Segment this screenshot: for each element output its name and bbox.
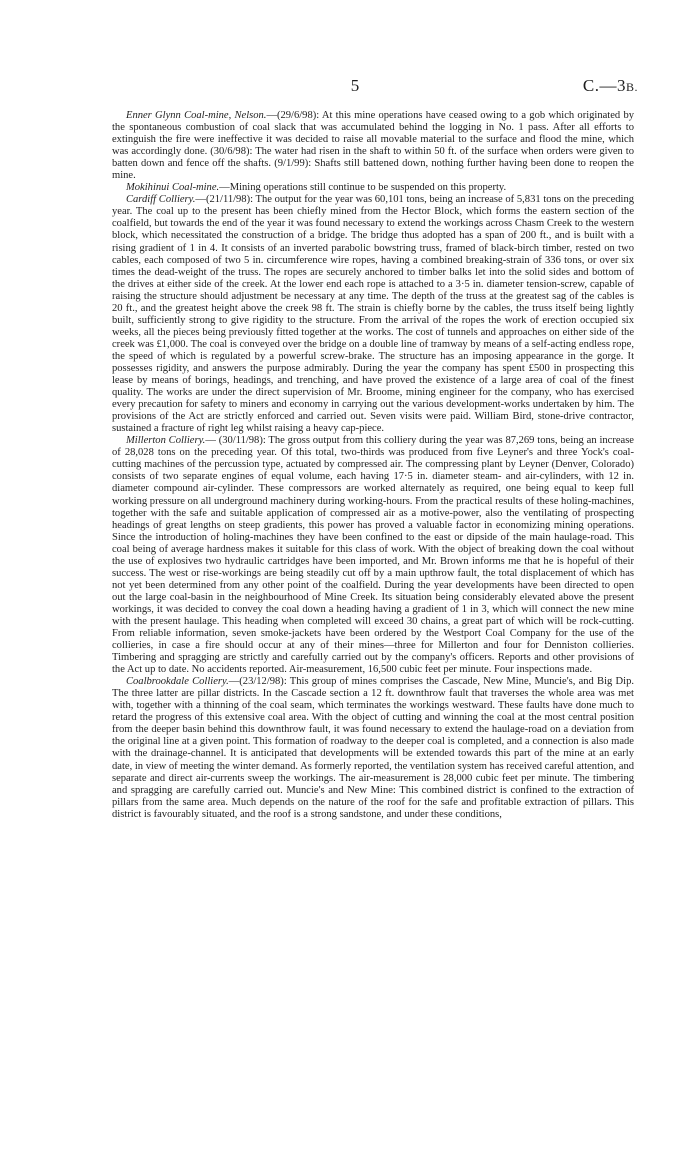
paragraph-text: — (30/11/98): The gross output from this colliery during the year was 87,269 tons, being an increase of 28,028 tons on the preceding year. Of this total, two-thirds was produced from five Leyner's and three Yock's coal-cutting machines of the percussion type, actuated by compressed air. The compressing plant by Leyner (Denver, Colorado) consists of two separate engines of equal volume, each having 17·5 in. diameter steam- and air-cylinders, with 12 in. diameter compound air-cylinder. These compressors are worked alternately as required, one being equal to keep full working pressure on all underground machinery during working-hours. From the practical results of these holing-machines, together with the safe and suitable application of compressed air as a motive-power, also the ventilating of prospecting headings of great lengths on steep gradients, this power has proved a valuable factor in economizing mining operations. Since the introduction of holing-machines they have been confined to the east or dipside of the main haulage-road. This coal being of average hardness makes it suitable for this class of work. With the object of breaking down the coal without the use of explosives two hydraulic cartridges have been imported, and Mr. Brown informs me that he is hopeful of their success. The west or rise-workings are being steadily cut off by a main upthrow fault, the total displacement of which has not yet been determined from any other point of the coalfield. During the year developments have been directed to open out the large coal-basin in the neighbourhood of Mine Creek. Its situation being considerably elevated above the present workings, it was decided to convey the coal down a heading having a gradient of 1 in 3, which will connect the new mine with the present haulage. This heading when completed will exceed 30 chains, a great part of which will be rock-cutting. From reliable information, seven smoke-jackets have been ordered by the Westport Coal Company for the use of the collieries, in case a fire should occur at any of their mines—three for Millerton and four for Denniston collieries. Timbering and spragging are strictly and carefully carried out by the company's officers. Reports and other provisions of the Act up to date. No accidents reported. Air-measurement, 16,500 cubic feet per minute. Four inspections made. — [112, 435, 634, 676]
mine-heading: Enner Glynn Coal-mine, Nelson. — [126, 110, 267, 121]
paragraph-enner-glynn — [112, 110, 634, 182]
paragraph-text: —Mining operations still continue to be suspended on this property. — [219, 182, 507, 194]
mine-heading: Mokihinui Coal-mine. — [126, 182, 220, 194]
paragraph-mokihinui — [112, 182, 634, 194]
page-number: 5 — [350, 76, 360, 95]
paragraph-text: —(29/6/98): At this mine operations have ceased owing to a gob which originated by the spontaneous combustion of coal slack that was accumulated behind the logging in No. 1 pass. After all efforts to extinguish the fire were ineffective it was decided to raise all movable material to the surface and flood the mine, which was accordingly done. (30/6/98): The water had risen in the shaft to within 50 ft. of the surface when orders were given to batten down and fence off the shafts. (9/1/99): Shafts still battened down, nothing further having been done to reopen the mine. — [112, 110, 634, 182]
paragraph-coalbrookdale — [112, 676, 634, 821]
paragraph-text: —(21/11/98): The output for the year was 60,101 tons, being an increase of 5,831 tons on the preceding year. The coal up to the present has been chiefly mined from the Hector Block, which forms the eastern section of the coalfield, but towards the end of the year it was found necessary to extend the workings across Chasm Creek to the western block, which necessitated the construction of a bridge. The bridge thus adopted has a span of 200 ft., and is built with a rising gradient of 1 in 4. It consists of an inverted parabolic bowstring truss, framed of black-birch timber, rested on two cables, each composed of two 5 in. circumference wire ropes, having a combined breaking-strain of 336 tons, or over six times the dead-weight of the truss. The ropes are securely anchored to timber balks let into the solid sides and bottom of the drives at either side of the creek. At the lower end each rope is attached to a 3·5 in. diameter tension-screw, capable of raising the structure should adjustment be necessary at any time. The depth of the truss at the greatest sag of the cables is 20 ft., and the greatest height above the creek 98 ft. The strain is chiefly borne by the cables, the truss itself being lightly built, sufficiently strong to give rigidity to the structure. From the arrival of the ropes the work of erection occupied six weeks, all the pieces being previously fitted together at the works. The cost of tunnels and approaches on either side of the creek was £1,000. The coal is conveyed over the bridge on a double line of tramway by means of a self-acting endless rope, the speed of which is regulated by a powerful screw-brake. The structure has an imposing appearance in the gorge. It possesses rigidity, and answers the purpose admirably. During the year the company has spent £500 in prospecting this lease by means of borings, headings, and trenching, and have proved the existence of a large area of coal of the finest quality. The works are under the direct supervision of Mr. Broome, mining engineer for the company, who has exercised every precaution for safety to miners and economy in carrying out the various development-works undertaken by him. The provisions of the Act are strictly enforced and carried out. Seven visits were paid. William Bird, stone-drive contractor, sustained a fracture of right leg whilst raising a heavy cap-piece. — [112, 194, 635, 435]
report-body — [112, 110, 634, 821]
document-reference-main: C.—3 — [582, 76, 626, 95]
paragraph-text: —(23/12/98): This group of mines comprises the Cascade, New Mine, Muncie's, and Big Dip. The three latter are pillar districts. In the Cascade section a 12 ft. downthrow fault that traverses the whole area was met with, together with a thinning of the coal seam, which terminates the workings westward. These faults have done much to retard the progress of this extensive coal area. With the object of cutting and winning the coal at the most central position from the deeper basin behind this downthrow fault, it was found necessary to extend the haulage-road on a deviation from the original line at a given point. This formation of roadway to the deeper coal is completed, and a connection is also made with the drainage-channel. It is anticipated that developments will be extended towards this part of the mine at an early date, in view of meeting the winter demand. As formerly reported, the ventilation system has received careful attention, and separate and direct air-currents sweep the workings. The air-measurement is 28,000 cubic feet per minute. The timbering and spragging are carefully carried out. Muncie's and New Mine: This combined district is confined to the extraction of pillars from the same area. Much depends on the nature of the roof for the safe and profitable extraction of pillars. This district is favourably situated, and the roof is a strong sandstone, and under these conditions, — [112, 676, 634, 820]
document-reference-suffix: B. — [625, 80, 638, 94]
document-reference — [583, 76, 638, 96]
mine-heading: Coalbrookdale Colliery. — [126, 676, 229, 688]
paragraph-cardiff — [112, 194, 634, 435]
mine-heading: Millerton Colliery. — [126, 435, 206, 447]
mine-heading: Cardiff Colliery. — [126, 194, 196, 206]
paragraph-millerton — [112, 435, 634, 676]
